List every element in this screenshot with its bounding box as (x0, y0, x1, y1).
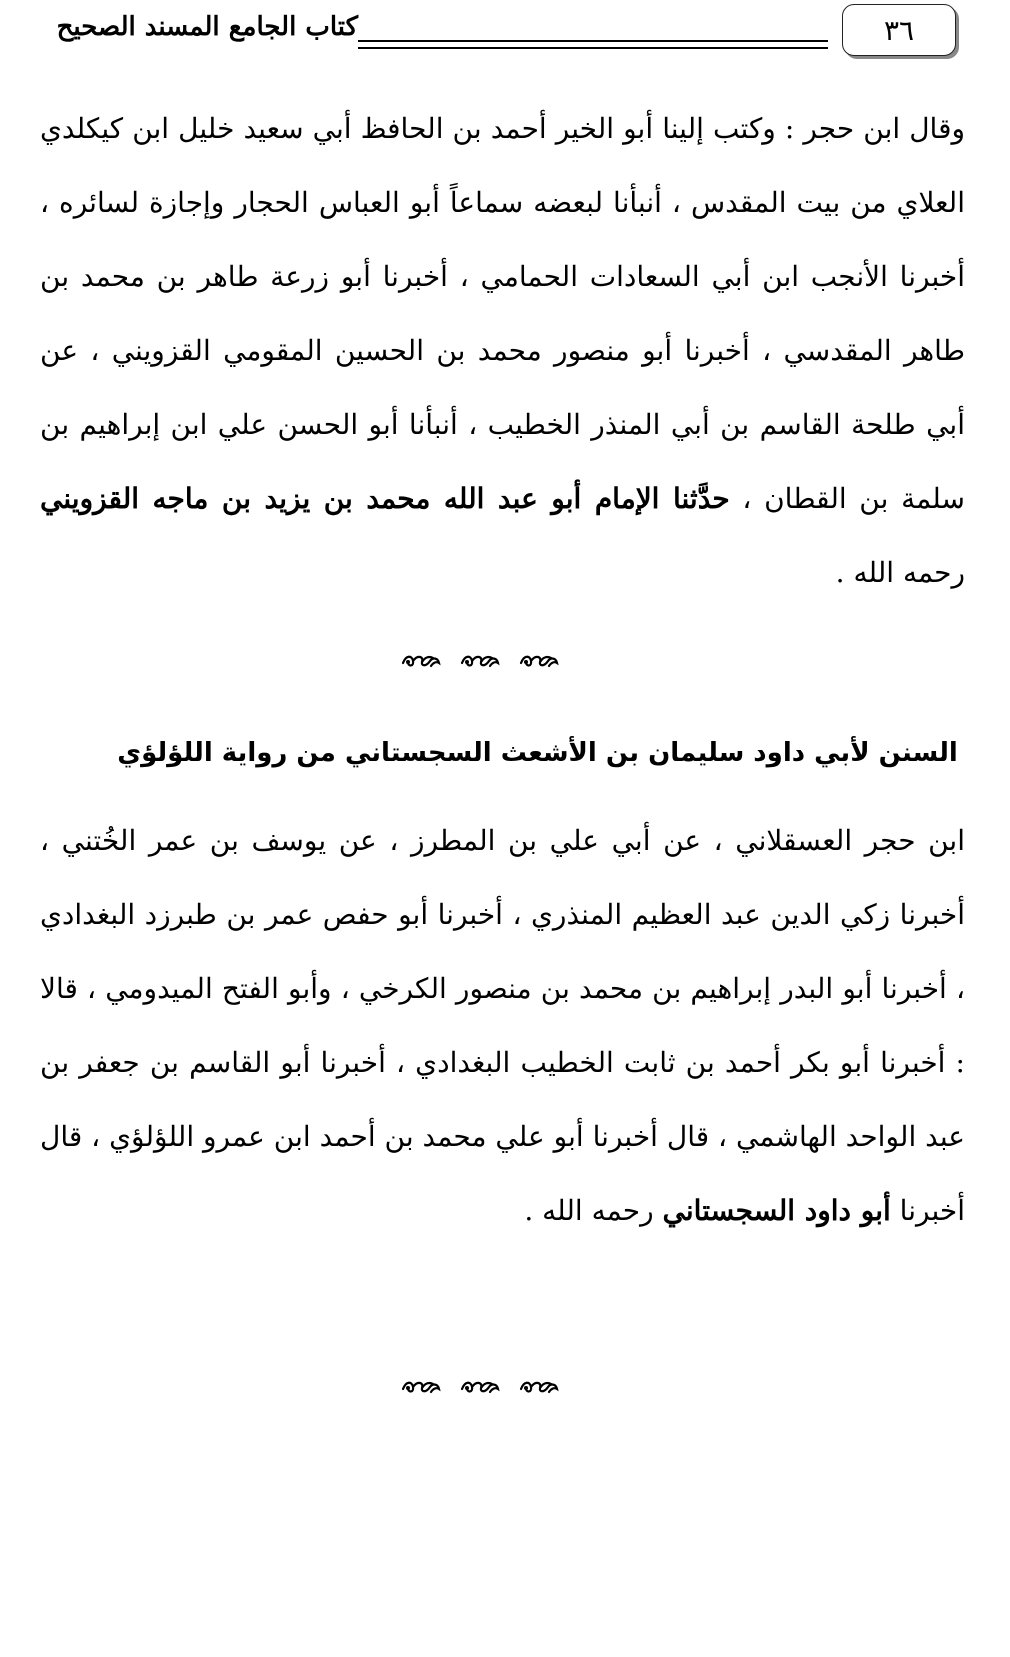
floral-ornament-icon (459, 649, 501, 673)
page-header (0, 0, 1010, 72)
header-rule (358, 40, 828, 49)
paragraph-bold-text: أبو داود السجستاني (662, 1194, 891, 1227)
book-title: كتاب الجامع المسند الصحيح (56, 12, 358, 42)
floral-ornament-icon (518, 649, 560, 673)
paragraph-end-text: رحمه الله . (524, 1194, 663, 1227)
paragraph-end-text: رحمه الله . (835, 556, 965, 589)
page-number-text: ٣٦ (883, 13, 915, 47)
paragraph-isnad-abu-dawud (40, 804, 965, 1248)
ornament-divider (400, 646, 560, 676)
ornament-divider (400, 1372, 560, 1402)
paragraph-text: وقال ابن حجر : وكتب إلينا أبو الخير أحمد بن الحافظ أبي سعيد خليل ابن كيكلدي العلاي من بيت المقدس ، أنبأنا لبعضه سماعاً أبو العباس الحجار وإجازة لسائره ، أخبرنا الأنجب ابن أبي السعادات الحمامي ، أخبرنا أبو زرعة طاهر بن محمد بن طاهر المقدسي ، أخبرنا أبو منصور محمد بن الحسين المقومي القزويني ، عن أبي طلحة القاسم بن أبي المنذر الخطيب ، أنبأنا أبو الحسن علي ابن إبراهيم بن سلمة بن القطان ، (40, 112, 966, 515)
section-title: السنن لأبي داود سليمان بن الأشعث السجستاني من رواية اللؤلؤي (117, 738, 958, 768)
paragraph-isnad-ibn-majah (40, 92, 965, 610)
floral-ornament-icon (400, 1375, 442, 1399)
paragraph-text: ابن حجر العسقلاني ، عن أبي علي بن المطرز ، عن يوسف بن عمر الخُتني ، أخبرنا زكي الدين عبد العظيم المنذري ، أخبرنا أبو حفص عمر بن طبرزد البغدادي ، أخبرنا أبو البدر إبراهيم بن محمد بن منصور الكرخي ، وأبو الفتح الميدومي ، قالا : أخبرنا أبو بكر أحمد بن ثابت الخطيب البغدادي ، أخبرنا أبو القاسم بن جعفر بن عبد الواحد الهاشمي ، قال أخبرنا أبو علي محمد بن أحمد ابن عمرو اللؤلؤي ، قال أخبرنا (40, 824, 965, 1227)
floral-ornament-icon (459, 1375, 501, 1399)
page-number (842, 4, 956, 56)
floral-ornament-icon (518, 1375, 560, 1399)
paragraph-bold-text: حدَّثنا الإمام أبو عبد الله محمد بن يزيد بن ماجه القزويني (40, 482, 730, 515)
floral-ornament-icon (400, 649, 442, 673)
